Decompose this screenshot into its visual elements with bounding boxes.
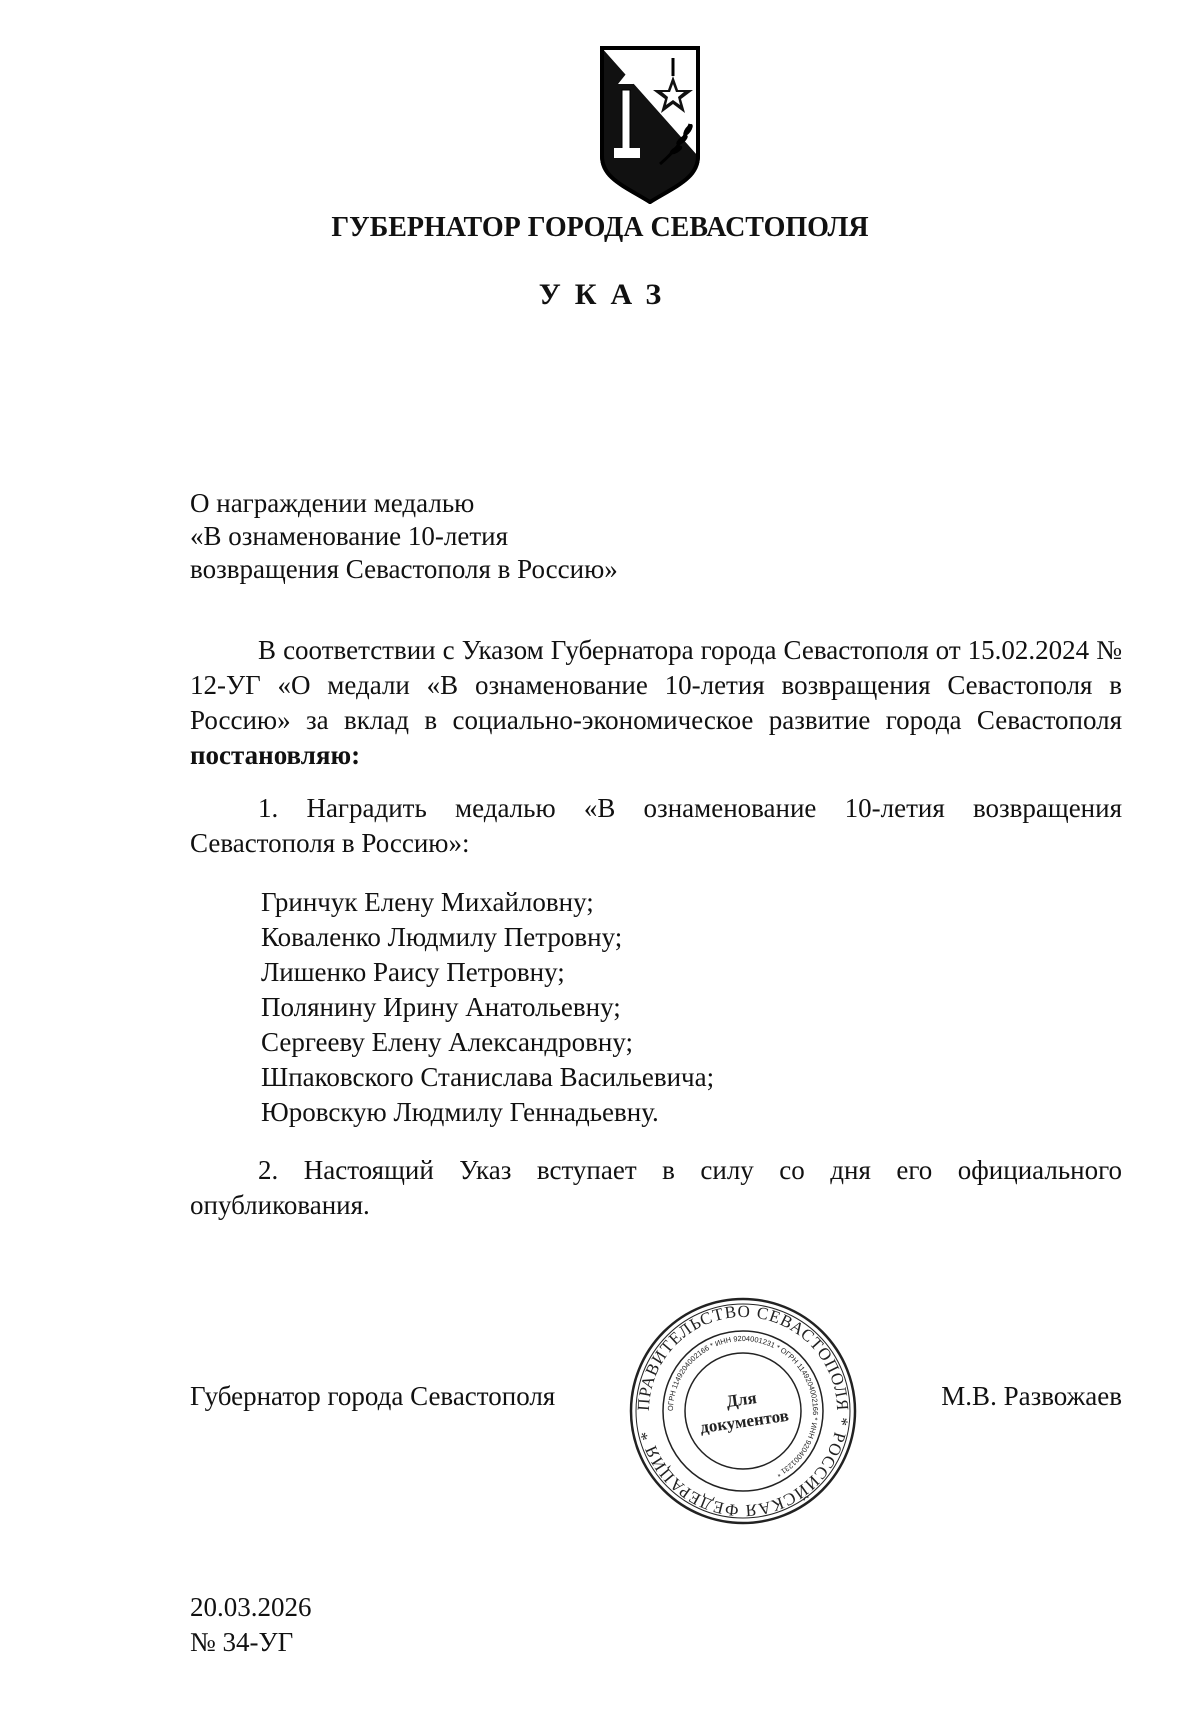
awardee-list — [261, 885, 714, 1130]
awardee-name: Коваленко Людмилу Петровну; — [261, 922, 623, 952]
clause-1: 1. Наградить медалью «В ознаменование 10-летия возвращения Севастополя в Россию»: — [190, 793, 1122, 858]
decree-meta — [190, 1590, 312, 1660]
awardee-name: Шпаковского Станислава Васильевича; — [261, 1062, 715, 1092]
preamble-text: В соответствии с Указом Губернатора города Севастополя от 15.02.2024 № 12-УГ «О медали «В ознаменование 10-летия возвращения Севастополя в Россию» за вклад в социально-экономическое развитие города Севастополя — [190, 635, 1122, 735]
seal-center-line: Для — [725, 1388, 758, 1412]
seal-outer-text: ПРАВИТЕЛЬСТВО СЕВАСТОПОЛЯ * РОССИЙСКАЯ ФЕДЕРАЦИЯ * — [633, 1301, 853, 1521]
awardee-name: Лишенко Раису Петровну; — [261, 957, 565, 987]
signatory-title: Губернатор города Севастополя — [190, 1381, 556, 1411]
decree-number: № 34-УГ — [190, 1627, 294, 1657]
subject-line: возвращения Севастополя в Россию» — [190, 554, 618, 584]
decree-date: 20.03.2026 — [190, 1592, 312, 1622]
awardee-name: Гринчук Елену Михайловну; — [261, 887, 594, 917]
official-seal — [627, 1295, 859, 1527]
awardee-name: Юровскую Людмилу Геннадьевну. — [261, 1097, 659, 1127]
clause-2: 2. Настоящий Указ вступает в силу со дня его официального опубликования. — [190, 1155, 1122, 1220]
issuing-authority: ГУБЕРНАТОР ГОРОДА СЕВАСТОПОЛЯ — [331, 212, 869, 243]
seal-inner-text: ОГРН 1149204002166 * ИНН 9204001231 * ОГРН 1149204002166 * ИНН 9204001231 * — [665, 1333, 821, 1479]
awardee-name: Сергееву Елену Александровну; — [261, 1027, 633, 1057]
signatory-name: М.В. Развожаев — [941, 1381, 1122, 1411]
seal-center-line: документов — [698, 1405, 790, 1438]
subject-line: О награждении медалью — [190, 488, 475, 518]
document-type: УКАЗ — [538, 278, 676, 311]
subject-line: «В ознаменование 10-летия — [190, 521, 509, 551]
resolution-word: постановляю: — [190, 740, 361, 770]
preamble-paragraph — [190, 633, 1122, 773]
awardee-name: Полянину Ирину Анатольевну; — [261, 992, 621, 1022]
coat-of-arms-icon — [598, 44, 702, 204]
decree-subject — [190, 487, 618, 586]
